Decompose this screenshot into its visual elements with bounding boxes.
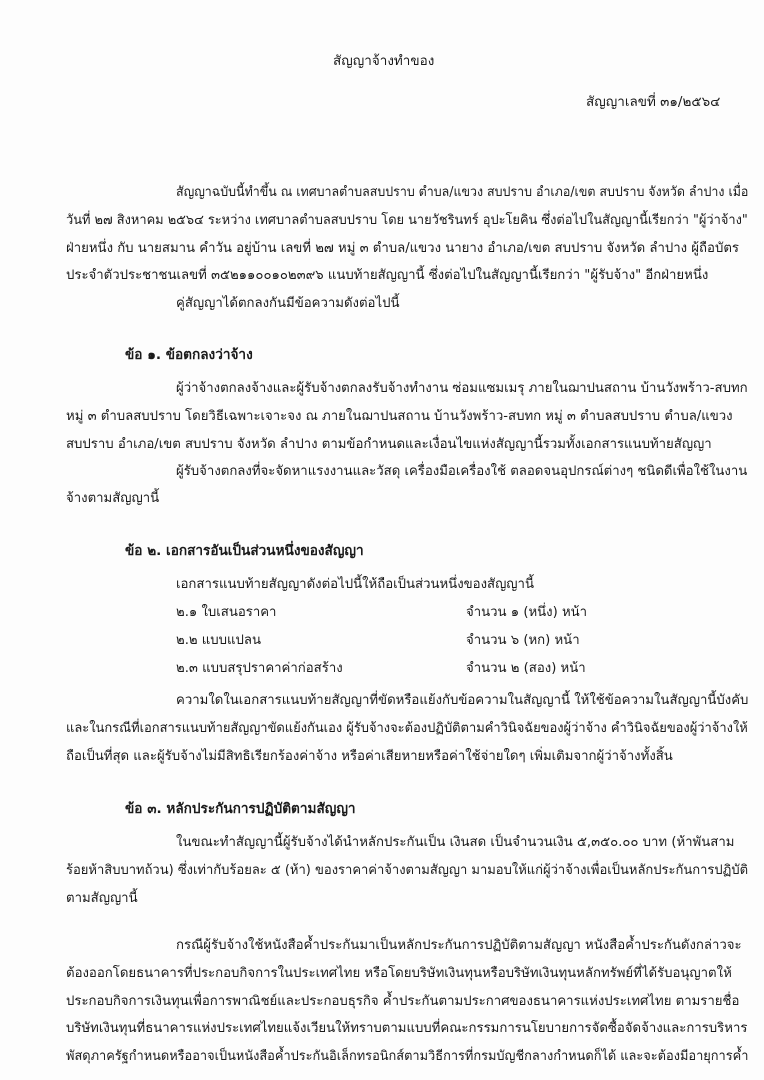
clause3-line: ในขณะทำสัญญานี้ผู้รับจ้างได้นำหลักประกันเป็น เงินสด เป็นจำนวนเงิน ๕,๓๕๐.๐๐ บาท (ห้าพันสาม: [176, 835, 735, 850]
clause1-line: จ้างตามสัญญานี้: [66, 491, 160, 506]
clause2-line: ถือเป็นที่สุด และผู้รับจ้างไม่มีสิทธิเรียกร้องค่าจ้าง หรือค่าเสียหายหรือค่าใช้จ่ายใดๆ เพิ่มเติมจากผู้ว่าจ้างทั้งสิ้น: [66, 749, 673, 764]
intro-line: คู่สัญญาได้ตกลงกันมีข้อความดังต่อไปนี้: [176, 296, 400, 311]
clause2-line: ความใดในเอกสารแนบท้ายสัญญาที่ขัดหรือแย้งกับข้อความในสัญญานี้ ให้ใช้ข้อความในสัญญานี้บังคับ: [176, 693, 749, 708]
clause2-line: และในกรณีที่เอกสารแนบท้ายสัญญาขัดแย้งกันเอง ผู้รับจ้างจะต้องปฏิบัติตามคำวินิจฉัยของผู้ว่าจ้าง คำวินิจฉัยของผู้ว่าจ้างให้: [66, 721, 748, 736]
clause3-line: กรณีผู้รับจ้างใช้หนังสือค้ำประกันมาเป็นหลักประกันการปฏิบัติตามสัญญา หนังสือค้ำประกันดังกล่าวจะ: [176, 938, 742, 953]
clause3-line: ต้องออกโดยธนาคารที่ประกอบกิจการในประเทศไทย หรือโดยบริษัทเงินทุนหรือบริษัทเงินทุนหลักทรัพย์ที่ได้รับอนุญาตให้: [66, 966, 732, 981]
attachment-name: ๒.๓ แบบสรุปราคาค่าก่อสร้าง: [176, 661, 343, 676]
document-title: สัญญาจ้างทำของ: [333, 53, 435, 69]
attachment-name: ๒.๑ ใบเสนอราคา: [176, 605, 277, 620]
clause1-line: สบปราบ อำเภอ/เขต สบปราบ จังหวัด ลำปาง ตามข้อกำหนดและเงื่อนไขแห่งสัญญานี้รวมทั้งเอกสารแนบท้ายสัญญา: [66, 437, 712, 452]
contract-number: สัญญาเลขที่ ๓๑/๒๕๖๔: [586, 94, 721, 110]
clause1-line: ผู้ว่าจ้างตกลงจ้างและผู้รับจ้างตกลงรับจ้างทำงาน ซ่อมแซมเมรุ ภายในฌาปนสถาน บ้านวังพร้าว-สบทก: [176, 381, 748, 396]
attachment-qty: จำนวน ๒ (สอง) หน้า: [466, 661, 586, 676]
intro-line: ฝ่ายหนึ่ง กับ นายสมาน คำวัน อยู่บ้าน เลขที่ ๒๗ หมู่ ๓ ตำบล/แขวง นายาง อำเภอ/เขต สบปราบ จังหวัด ลำปาง ผู้ถือบัตร: [66, 241, 739, 256]
attachment-qty: จำนวน ๑ (หนึ่ง) หน้า: [466, 605, 588, 620]
clause2-intro: เอกสารแนบท้ายสัญญาดังต่อไปนี้ให้ถือเป็นส่วนหนึ่งของสัญญานี้: [176, 577, 534, 592]
clause3-line: ประกอบกิจการเงินทุนเพื่อการพาณิชย์และประกอบธุรกิจ ค้ำประกันตามประกาศของธนาคารแห่งประเทศไทย ตามรายชื่อ: [66, 994, 740, 1009]
intro-line: วันที่ ๒๗ สิงหาคม ๒๕๖๔ ระหว่าง เทศบาลตำบลสบปราบ โดย นายวัชรินทร์ อุปะโยคิน ซึ่งต่อไปในสัญญานี้เรียกว่า "ผู้ว่าจ้าง": [66, 213, 748, 228]
attachment-name: ๒.๒ แบบแปลน: [176, 633, 261, 648]
clause3-heading: ข้อ ๓. หลักประกันการปฏิบัติตามสัญญา: [125, 801, 356, 817]
clause3-line: พัสดุภาครัฐกำหนดหรืออาจเป็นหนังสือค้ำประกันอิเล็กทรอนิกส์ตามวิธีการที่กรมบัญชีกลางกำหนดก็ได้ และจะต้องมีอายุการค้ำ: [66, 1049, 749, 1064]
clause3-line: ตามสัญญานี้: [66, 891, 138, 906]
intro-line: สัญญาฉบับนี้ทำขึ้น ณ เทศบาลตำบลสบปราบ ตำบล/แขวง สบปราบ อำเภอ/เขต สบปราบ จังหวัด ลำปาง เมื่อ: [176, 185, 749, 200]
attachment-qty: จำนวน ๖ (หก) หน้า: [466, 633, 580, 648]
clause1-line: หมู่ ๓ ตำบลสบปราบ โดยวิธีเฉพาะเจาะจง ณ ภายในฌาปนสถาน บ้านวังพร้าว-สบทก หมู่ ๓ ตำบลสบปราบ ตำบล/แขวง: [66, 409, 733, 424]
clause1-heading: ข้อ ๑. ข้อตกลงว่าจ้าง: [125, 347, 253, 363]
clause2-heading: ข้อ ๒. เอกสารอันเป็นส่วนหนึ่งของสัญญา: [125, 543, 364, 559]
clause1-line: ผู้รับจ้างตกลงที่จะจัดหาแรงงานและวัสดุ เครื่องมือเครื่องใช้ ตลอดจนอุปกรณ์ต่างๆ ชนิดดีเพื่อใช้ในงาน: [176, 464, 748, 479]
clause3-line: บริษัทเงินทุนที่ธนาคารแห่งประเทศไทยแจ้งเวียนให้ทราบตามแบบที่คณะกรรมการนโยบายการจัดซื้อจัดจ้างและการบริหาร: [66, 1021, 748, 1036]
intro-line: ประจำตัวประชาชนเลขที่ ๓๕๒๑๑๐๐๑๐๒๓๙๖ แนบท้ายสัญญานี้ ซึ่งต่อไปในสัญญานี้เรียกว่า "ผู้รับจ้าง" อีกฝ่ายหนึ่ง: [66, 268, 709, 283]
clause3-line: ร้อยห้าสิบบาทถ้วน) ซึ่งเท่ากับร้อยละ ๕ (ห้า) ของราคาค่าจ้างตามสัญญา มามอบให้แก่ผู้ว่าจ้างเพื่อเป็นหลักประกันการปฏิบัติ: [66, 863, 749, 878]
